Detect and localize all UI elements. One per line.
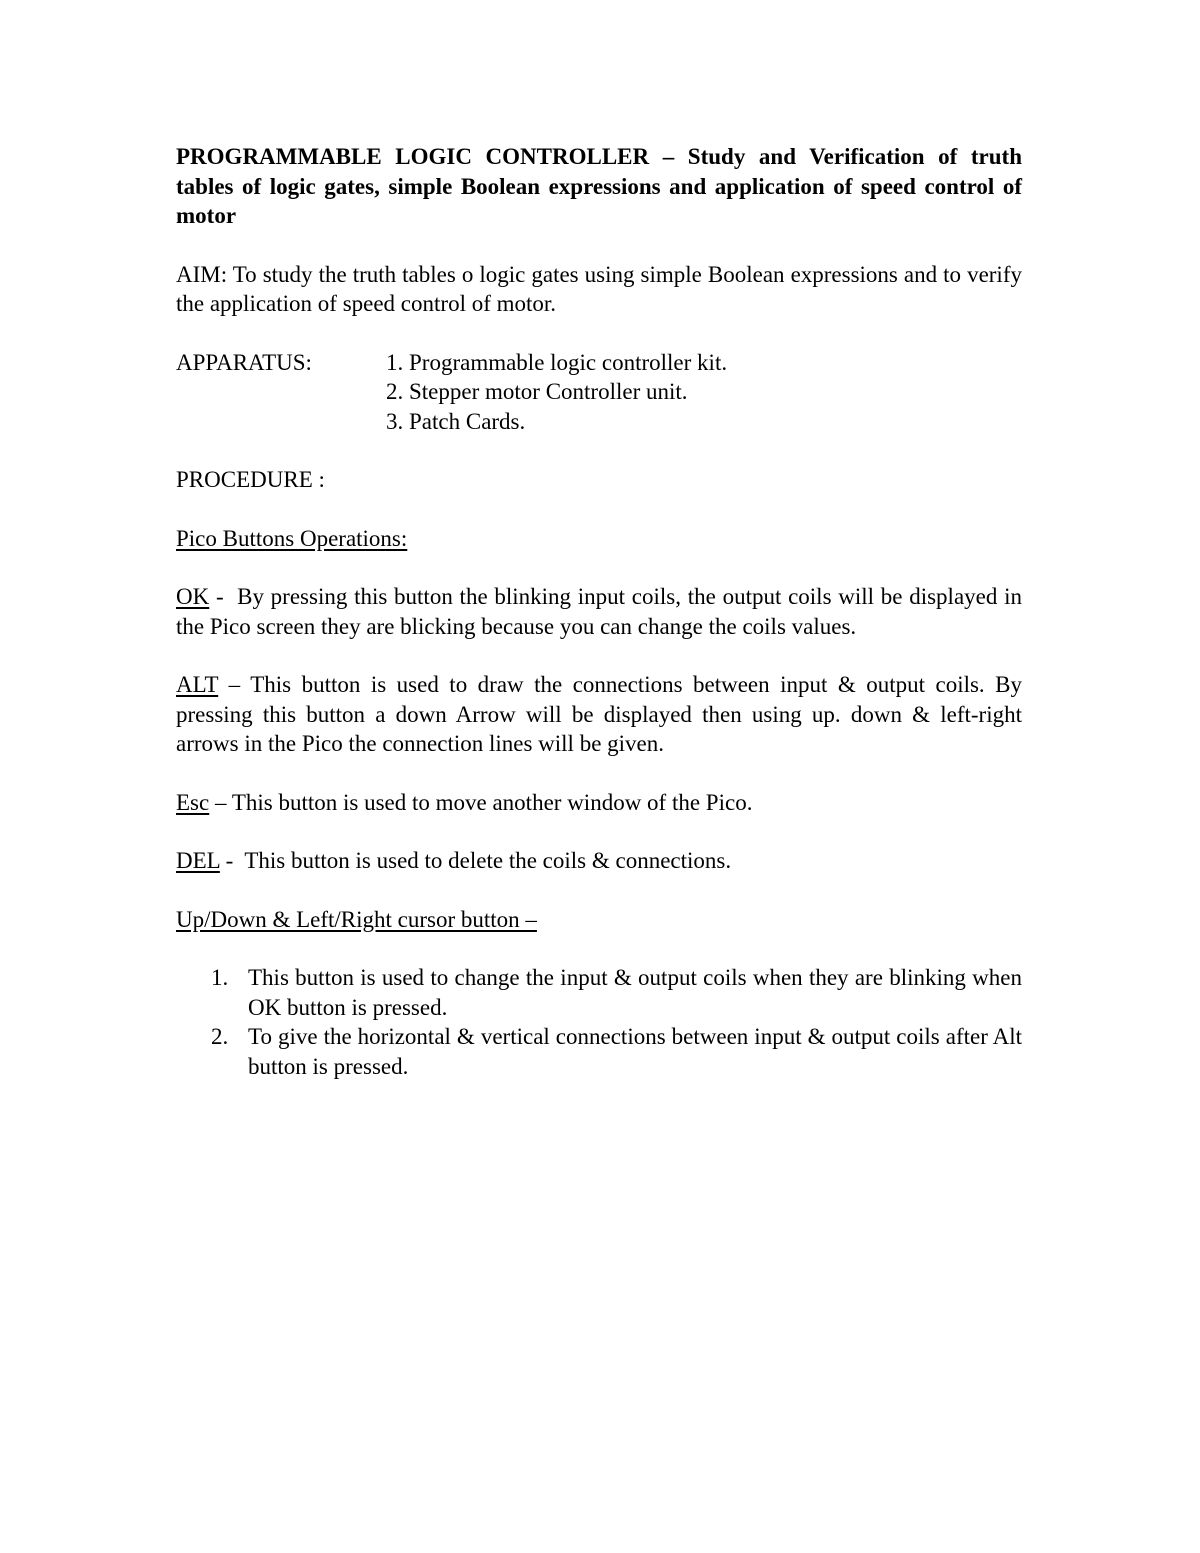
list-item (211, 1022, 1022, 1081)
button-del-description (176, 846, 1022, 876)
button-key-del: DEL (176, 848, 220, 873)
apparatus-label: APPARATUS: (176, 349, 312, 375)
button-text: This button is used to move another window of the Pico. (231, 789, 753, 815)
list-item-number: 2. (211, 1024, 229, 1049)
apparatus-list (386, 348, 727, 437)
button-key-ok: OK (176, 584, 210, 609)
button-alt-description (176, 670, 1022, 759)
apparatus-item: 1. Programmable logic controller kit. (386, 349, 728, 375)
list-item (211, 963, 1022, 1022)
document-title: PROGRAMMABLE LOGIC CONTROLLER – Study and Verification of truth tables of logic gates, simple Boolean expressions and application of speed control of motor (176, 144, 1022, 228)
document-page (176, 142, 1022, 1081)
button-text: This button is used to draw the connections between input & output coils. By pressing this button a down Arrow will be displayed then using up. down & left-right arrows in the Pico the connection lines will be given. (176, 672, 1022, 756)
list-item-number: 1. (211, 965, 229, 990)
button-text: This button is used to delete the coils & connections. (244, 848, 732, 873)
button-key-alt: ALT (176, 672, 219, 697)
aim-paragraph: AIM: To study the truth tables o logic gates using simple Boolean expressions and to verify the application of speed control of motor. (176, 261, 1022, 316)
button-key-esc: Esc (176, 789, 210, 815)
cursor-button-heading: Up/Down & Left/Right cursor button – (176, 906, 537, 932)
apparatus-item: 2. Stepper motor Controller unit. (386, 379, 688, 404)
procedure-heading: PROCEDURE : (176, 467, 325, 492)
list-item-text: This button is used to change the input & output coils when they are blinking when OK button is pressed. (248, 965, 1022, 1020)
list-item-text: To give the horizontal & vertical connections between input & output coils after Alt button is pressed. (248, 1024, 1022, 1079)
button-text: By pressing this button the blinking input coils, the output coils will be displayed in the Pico screen they are blicking because you can change the coils values. (176, 584, 1022, 639)
apparatus-item: 3. Patch Cards. (386, 408, 526, 434)
pico-buttons-heading: Pico Buttons Operations: (176, 525, 408, 551)
button-ok-description (176, 582, 1022, 641)
separator: – (218, 672, 251, 697)
separator: - (219, 848, 245, 873)
separator: - (209, 584, 238, 609)
cursor-button-list (176, 963, 1022, 1081)
apparatus-section (176, 348, 1022, 437)
separator: – (209, 789, 232, 815)
button-esc-description (176, 788, 1022, 818)
